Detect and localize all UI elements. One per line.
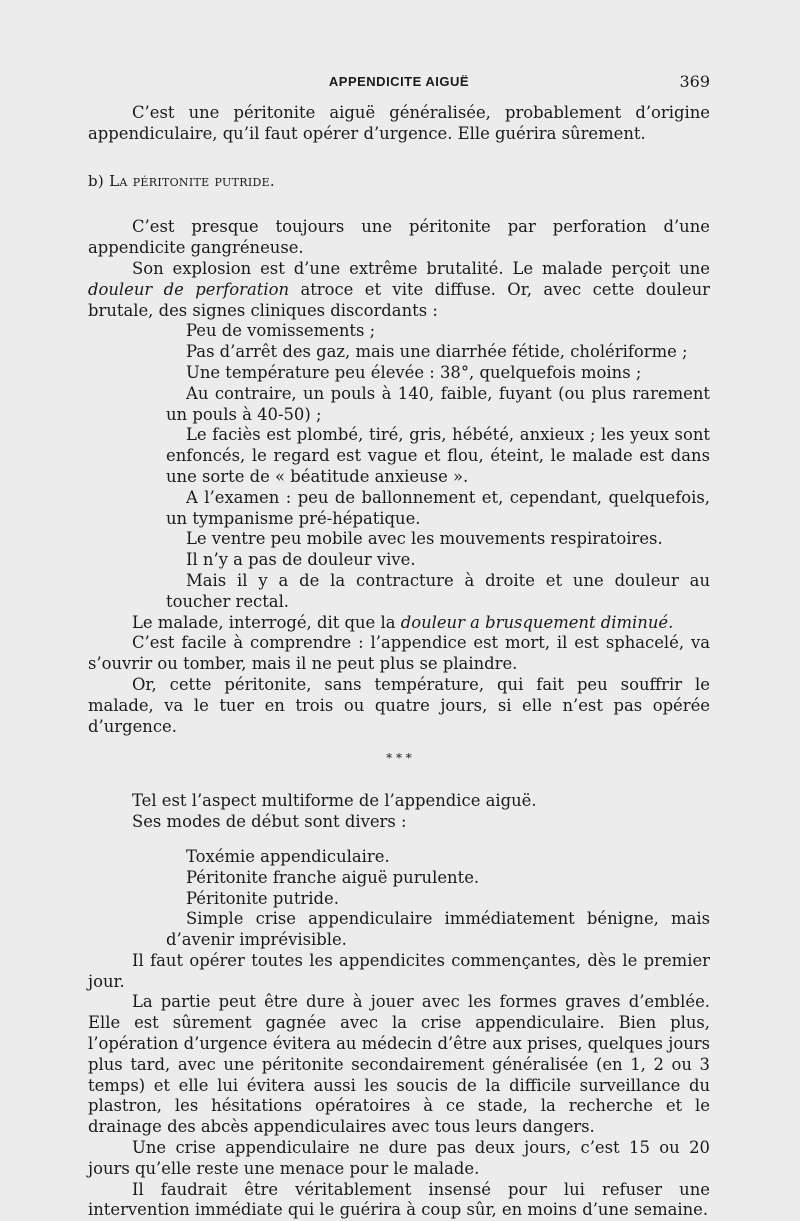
text-span: atroce et vite diffuse. Or, avec cette douleur brutale, des signes cliniques discordants : (88, 279, 711, 320)
paragraph: Ses modes de début sont divers : (132, 812, 407, 832)
section-separator: * * * (386, 751, 412, 766)
section-heading (88, 171, 710, 192)
paragraph: Il faudrait être véritablement insensé pour lui refuser une intervention immédiate qui le guérira à coup sûr, en moins d’une semaine. (88, 1179, 710, 1220)
paragraph: C’est presque toujours une péritonite par perforation d’une appendicite gangréneuse. (88, 217, 710, 258)
sign-item: A l’examen : peu de ballonnement et, cependant, quelquefois, un tympanisme pré-hépatique. (166, 487, 710, 528)
sign-item: Pas d’arrêt des gaz, mais une diarrhée fétide, cholériforme ; (186, 342, 688, 362)
heading-title: La péritonite putride. (109, 171, 275, 190)
sign-item: Il n’y a pas de douleur vive. (186, 550, 416, 570)
sign-item: Une température peu élevée : 38°, quelquefois moins ; (186, 362, 642, 382)
paragraph: Tel est l’aspect multiforme de l’appendice aiguë. (132, 791, 537, 811)
paragraph: Il faut opérer toutes les appendicites commençantes, dès le premier jour. (88, 950, 710, 991)
paragraph (88, 259, 710, 321)
text-span: Son explosion est d’une extrême brutalité. Le malade perçoit une (132, 258, 710, 278)
page-body (88, 103, 710, 1221)
sign-item: Mais il y a de la contracture à droite et une douleur au toucher rectal. (166, 570, 710, 611)
paragraph: C’est facile à comprendre : l’appendice est mort, il est sphacelé, va s’ouvrir ou tomber, mais il ne peut plus se plaindre. (88, 633, 710, 674)
paragraph: La partie peut être dure à jouer avec les formes graves d’emblée. Elle est sûrement gagnée avec la crise appendiculaire. Bien plus, l’opération d’urgence évitera au médecin d’être aux prises, quelques jours plus tard, avec une péritonite secondairement généralisée (en 1, 2 ou 3 temps) et elle lui évitera aussi les soucis de la difficile surveillance du plastron, les hésitations opératoires à ce stade, la recherche et le drainage des abcès appendiculaires avec tous leurs dangers. (88, 992, 710, 1137)
sign-item: Le ventre peu mobile avec les mouvements respiratoires. (186, 529, 663, 549)
paragraph: Une crise appendiculaire ne dure pas deux jours, c’est 15 ou 20 jours qu’elle reste une menace pour le malade. (88, 1138, 710, 1178)
sign-item: Au contraire, un pouls à 140, faible, fuyant (ou plus rarement un pouls à 40-50) ; (166, 383, 710, 424)
mode-item: Péritonite putride. (186, 888, 339, 908)
text-span: Le malade, interrogé, dit que la (132, 612, 396, 632)
mode-item: Simple crise appendiculaire immédiatement bénigne, mais d’avenir imprévisible. (166, 909, 710, 950)
paragraph (88, 613, 710, 634)
emphasis: douleur de perforation (88, 279, 290, 299)
mode-item: Péritonite franche aiguë purulente. (186, 867, 480, 887)
emphasis: douleur a brusquement diminué. (400, 612, 674, 632)
paragraph: Or, cette péritonite, sans température, qui fait peu souffrir le malade, va le tuer en trois ou quatre jours, si elle n’est pas opérée d’urgence. (88, 674, 710, 736)
page-number: 369 (679, 72, 710, 91)
running-title: APPENDICITE AIGUË (328, 74, 470, 89)
sign-item: Le faciès est plombé, tiré, gris, hébété, anxieux ; les yeux sont enfoncés, le regard est vague et flou, éteint, le malade est dans une sorte de « béatitude anxieuse ». (166, 425, 710, 486)
paragraph: C’est une péritonite aiguë généralisée, probablement d’origine appendiculaire, qu’il faut opérer d’urgence. Elle guérira sûrement. (88, 103, 710, 143)
heading-prefix: b) (88, 171, 105, 190)
page-header (88, 74, 710, 96)
sign-item: Peu de vomissements ; (186, 321, 376, 341)
mode-item: Toxémie appendiculaire. (186, 846, 390, 866)
